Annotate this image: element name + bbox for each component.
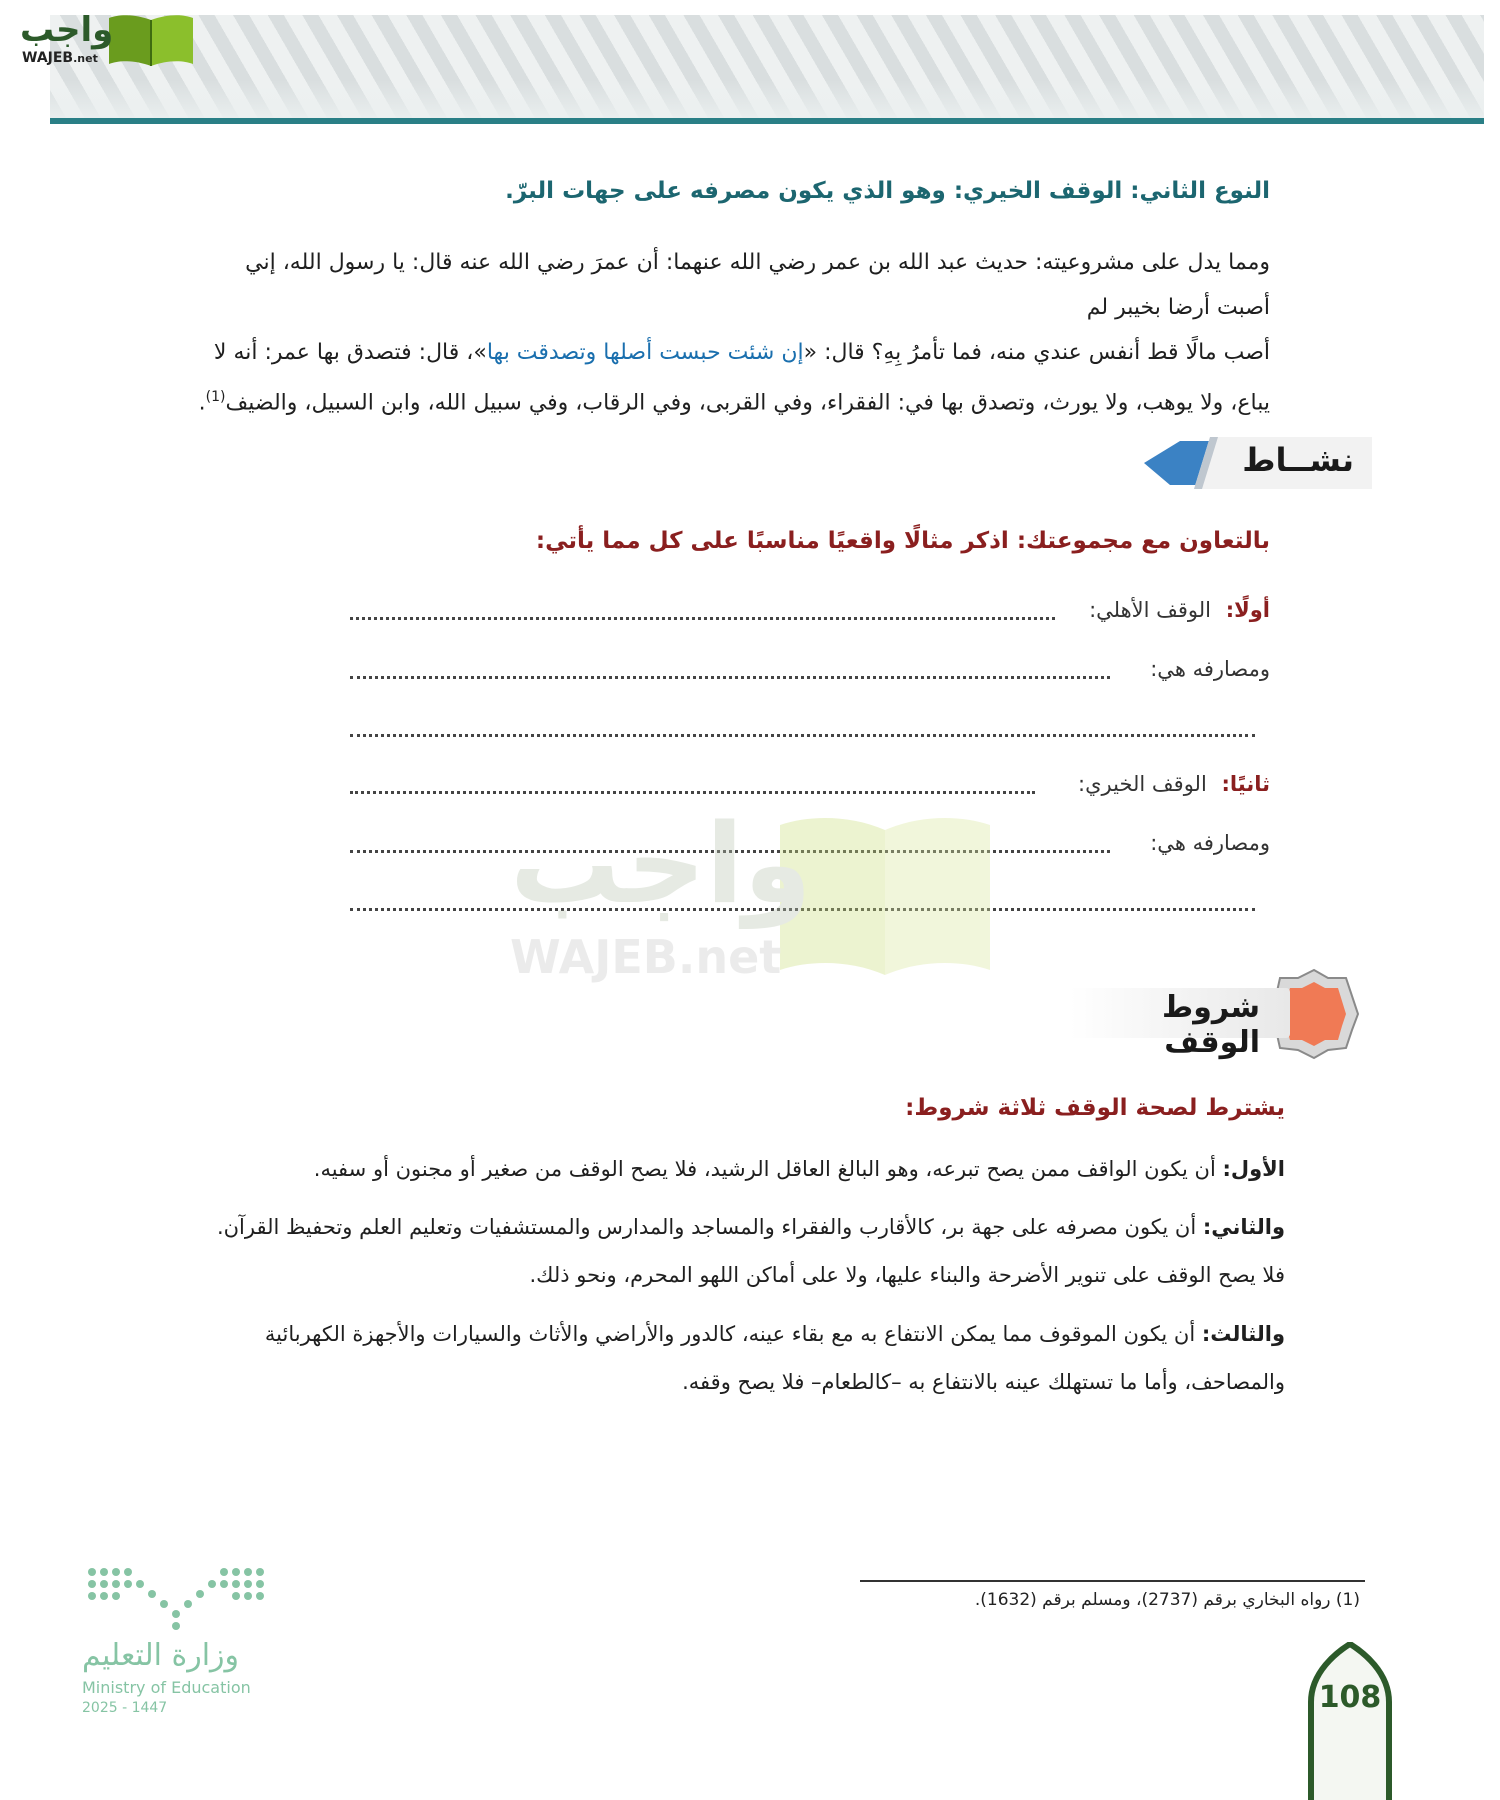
first-spend-line[interactable] — [350, 676, 1110, 679]
second-answer-line[interactable] — [350, 791, 1035, 794]
activity-badge — [1140, 437, 1372, 489]
condition-second-key: والثاني: — [1202, 1215, 1285, 1239]
condition-second — [155, 1203, 1285, 1299]
activity-badge-label: نشــاط — [1242, 441, 1354, 479]
second-key: ثانيًا: — [1221, 772, 1270, 796]
condition-third-key: والثالث: — [1201, 1322, 1285, 1346]
charity-line-3: يباع، ولا يوهب، ولا يورث، وتصدق بها في: الفقراء، وفي القربى، وفي الرقاب، وفي سبيل الله، وابن السبيل، والضيف$^{(1)}$. — [198, 389, 1270, 416]
charity-waqf-heading: النوع الثاني: الوقف الخيري: وهو الذي يكون مصرفه على جهات البرّ. — [505, 178, 1270, 204]
condition-first — [155, 1145, 1285, 1193]
conditions-title-box — [1070, 968, 1360, 1060]
header-band — [50, 15, 1484, 124]
first-key: أولًا: — [1225, 598, 1270, 622]
first-label: الوقف الأهلي: — [1089, 598, 1212, 622]
hadith-quote: إن شئت حبست أصلها وتصدقت بها — [486, 340, 804, 365]
condition-third — [155, 1310, 1285, 1406]
conditions-intro: يشترط لصحة الوقف ثلاثة شروط: — [905, 1095, 1285, 1121]
book-logo-icon — [105, 10, 197, 68]
ministry-name-en: Ministry of Education — [82, 1678, 251, 1697]
ministry-year: 2025 - 1447 — [82, 1700, 168, 1716]
ministry-logo — [80, 1560, 270, 1730]
logo-arabic-text: واجب — [20, 10, 114, 50]
second-label: الوقف الخيري: — [1078, 772, 1207, 796]
page-number: 108 — [1318, 1680, 1382, 1715]
condition-first-text: أن يكون الواقف ممن يصح تبرعه، وهو البالغ العاقل الرشيد، فلا يصح الوقف من صغير أو مجنون أو سفيه. — [313, 1157, 1216, 1181]
condition-second-text: أن يكون مصرفه على جهة بر، كالأقارب والفقراء والمساجد والمدارس والمستشفيات وتعليم العلم وتحفيظ القرآن. — [216, 1215, 1197, 1239]
watermark — [500, 800, 1020, 990]
page-number-arch — [1307, 1642, 1393, 1800]
first-answer-line[interactable] — [350, 617, 1055, 620]
logo-english-text: WAJEB.net — [22, 50, 98, 66]
charity-paragraph — [190, 240, 1270, 425]
footnote-divider — [860, 1580, 1365, 1582]
condition-first-key: الأول: — [1222, 1157, 1285, 1181]
page-number-tab — [1307, 1642, 1393, 1800]
charity-line-1: ومما يدل على مشروعيته: حديث عبد الله بن عمر رضي الله عنهما: أن عمرَ رضي الله عنه قال: يا رسول الله، إني أصبت أرضا بخيبر لم — [245, 250, 1270, 320]
conditions-title: شروط الوقف — [1162, 990, 1260, 1060]
ministry-name-ar: وزارة التعليم — [82, 1638, 240, 1673]
condition-third-text: أن يكون الموقوف مما يمكن الانتفاع به مع بقاء عينه، كالدور والأراضي والأثاث والسيارات والأجهزة الكهربائية — [264, 1322, 1196, 1346]
condition-third-text-2: والمصاحف، وأما ما تستهلك عينه بالانتفاع به –كالطعام– فلا يصح وقفه. — [682, 1370, 1285, 1394]
watermark-english: WAJEB.net — [510, 930, 782, 984]
first-spend-label: ومصارفه هي: — [1150, 657, 1270, 681]
wajeb-logo[interactable] — [10, 8, 190, 68]
watermark-arabic: واجب — [510, 800, 812, 928]
footnote-text: (1) رواه البخاري برقم (2737)، ومسلم برقم (1632). — [974, 1590, 1360, 1610]
ministry-dots-icon — [82, 1564, 272, 1634]
footnote-ref[interactable]: (1) — [205, 389, 226, 405]
second-spend-label: ومصارفه هي: — [1150, 831, 1270, 855]
activity-instruction: بالتعاون مع مجموعتك: اذكر مثالًا واقعيًا مناسبًا على كل مما يأتي: — [535, 528, 1270, 554]
charity-line-2: أصب مالًا قط أنفس عندي منه، فما تأمرُ بِهِ؟ قال: «إن شئت حبست أصلها وتصدقت بها»، قال: فتصدق بها عمر: أنه لا — [213, 340, 1270, 365]
first-spend-line-2[interactable] — [350, 734, 1255, 737]
condition-second-text-2: فلا يصح الوقف على تنوير الأضرحة والبناء عليها، ولا على أماكن اللهو المحرم، ونحو ذلك. — [529, 1263, 1285, 1287]
